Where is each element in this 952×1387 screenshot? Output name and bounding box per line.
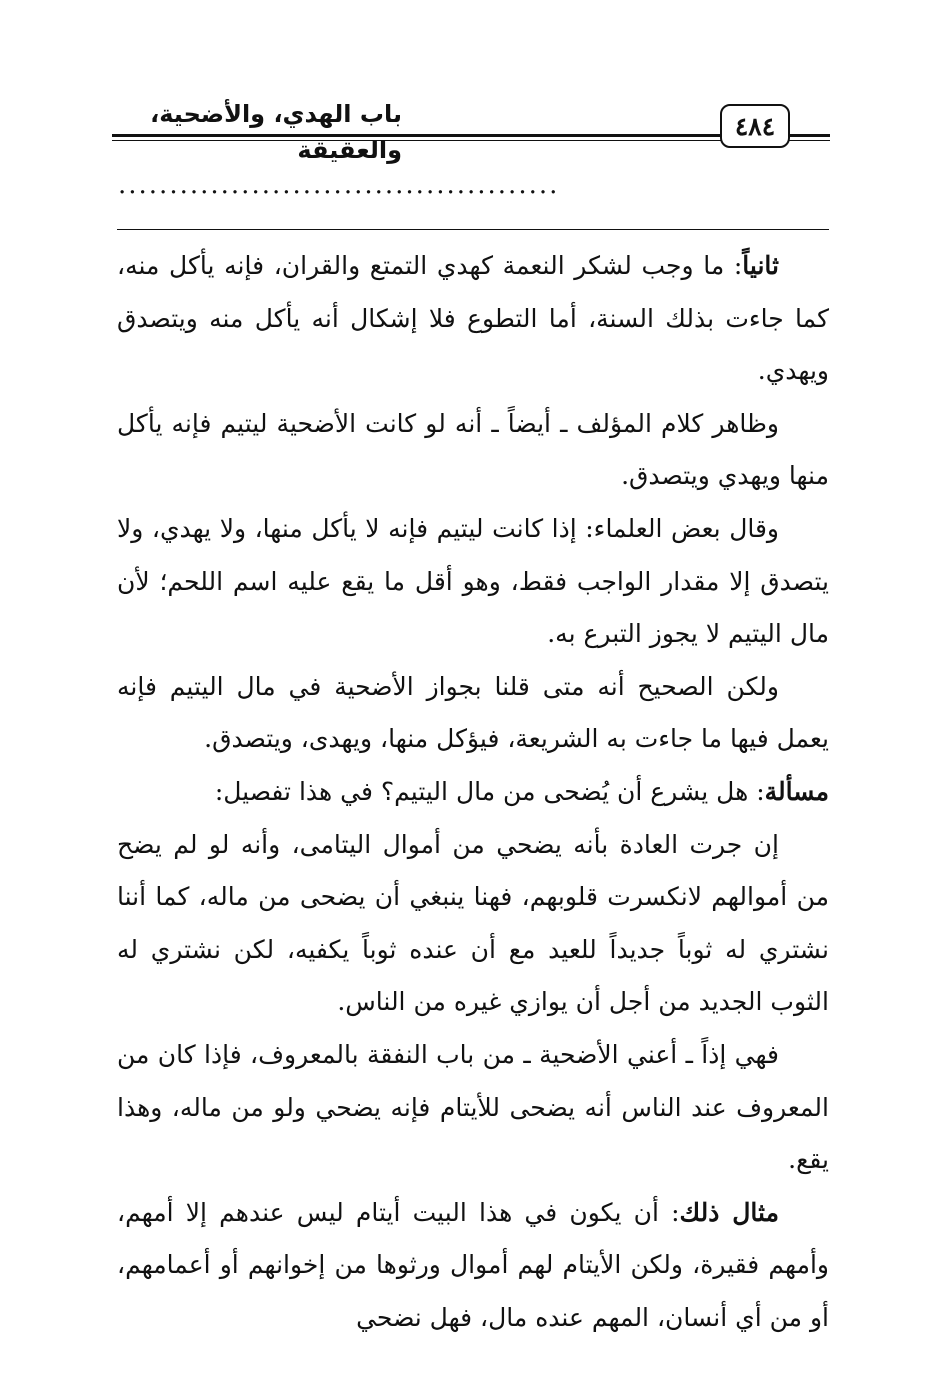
page-number: ٤٨٤ — [720, 104, 790, 148]
separator-line — [117, 229, 829, 230]
paragraph-4 — [117, 661, 829, 766]
paragraph-text: : هل يشرع أن يُضحى من مال اليتيم؟ في هذا تفصيل: — [214, 776, 765, 806]
paragraph-text: ولكن الصحيح أنه متى قلنا بجواز الأضحية في مال اليتيم فإنه يعمل فيها ما جاءت به الشريعة، فيؤكل منها، ويهدى، ويتصدق. — [117, 671, 829, 754]
paragraph-lead: مثال ذلك — [679, 1197, 779, 1227]
page-header — [112, 96, 830, 164]
body-text — [117, 240, 829, 1344]
footnote-marker: ........................................... — [118, 170, 560, 200]
paragraph-7 — [117, 1029, 829, 1187]
paragraph-text: : ما وجب لشكر النعمة كهدي التمتع والقران، فإنه يأكل منه، كما جاءت بذلك السنة، أما التطوع فلا إشكال أنه يأكل منه ويتصدق ويهدي. — [117, 251, 829, 386]
paragraph-5 — [117, 766, 829, 819]
paragraph-1 — [117, 240, 829, 398]
paragraph-text: إن جرت العادة بأنه يضحي من أموال اليتامى، وأنه لو لم يضح من أموالهم لانكسرت قلوبهم، فهنا ينبغي أن يضحى من ماله، كما أننا نشتري له ثوباً جديداً للعيد مع أن عنده ثوباً يكفيه، لكن نشتري له الثوب الجديد من أجل أن يوازي غيره من الناس. — [117, 829, 829, 1017]
paragraph-text: وقال بعض العلماء: إذا كانت ليتيم فإنه لا يأكل منها، ولا يهدي، ولا يتصدق إلا مقدار الواجب فقط، وهو أقل ما يقع عليه اسم اللحم؛ لأن مال اليتيم لا يجوز التبرع به. — [117, 513, 829, 649]
paragraph-text: وظاهر كلام المؤلف ـ أيضاً ـ أنه لو كانت الأضحية ليتيم فإنه يأكل منها ويهدي ويتصدق. — [117, 408, 829, 491]
paragraph-lead: مسألة — [764, 776, 829, 806]
paragraph-3 — [117, 503, 829, 661]
paragraph-text: فهي إذاً ـ أعني الأضحية ـ من باب النفقة بالمعروف، فإذا كان من المعروف عند الناس أنه يضحى للأيتام فإنه يضحي ولو من ماله، وهذا يقع. — [117, 1039, 829, 1175]
paragraph-text: : أن يكون في هذا البيت أيتام ليس عندهم إلا أمهم، وأمهم فقيرة، ولكن الأيتام لهم أموال ورثوها من إخوانهم أو أعمامهم، أو من أي أنسان، المهم عنده مال، فهل نضحي — [117, 1197, 829, 1332]
paragraph-lead: ثانياً — [742, 251, 779, 280]
paragraph-6 — [117, 819, 829, 1029]
paragraph-8 — [117, 1187, 829, 1345]
chapter-title: باب الهدي، والأضحية، والعقيقة — [150, 100, 402, 164]
paragraph-2 — [117, 398, 829, 503]
